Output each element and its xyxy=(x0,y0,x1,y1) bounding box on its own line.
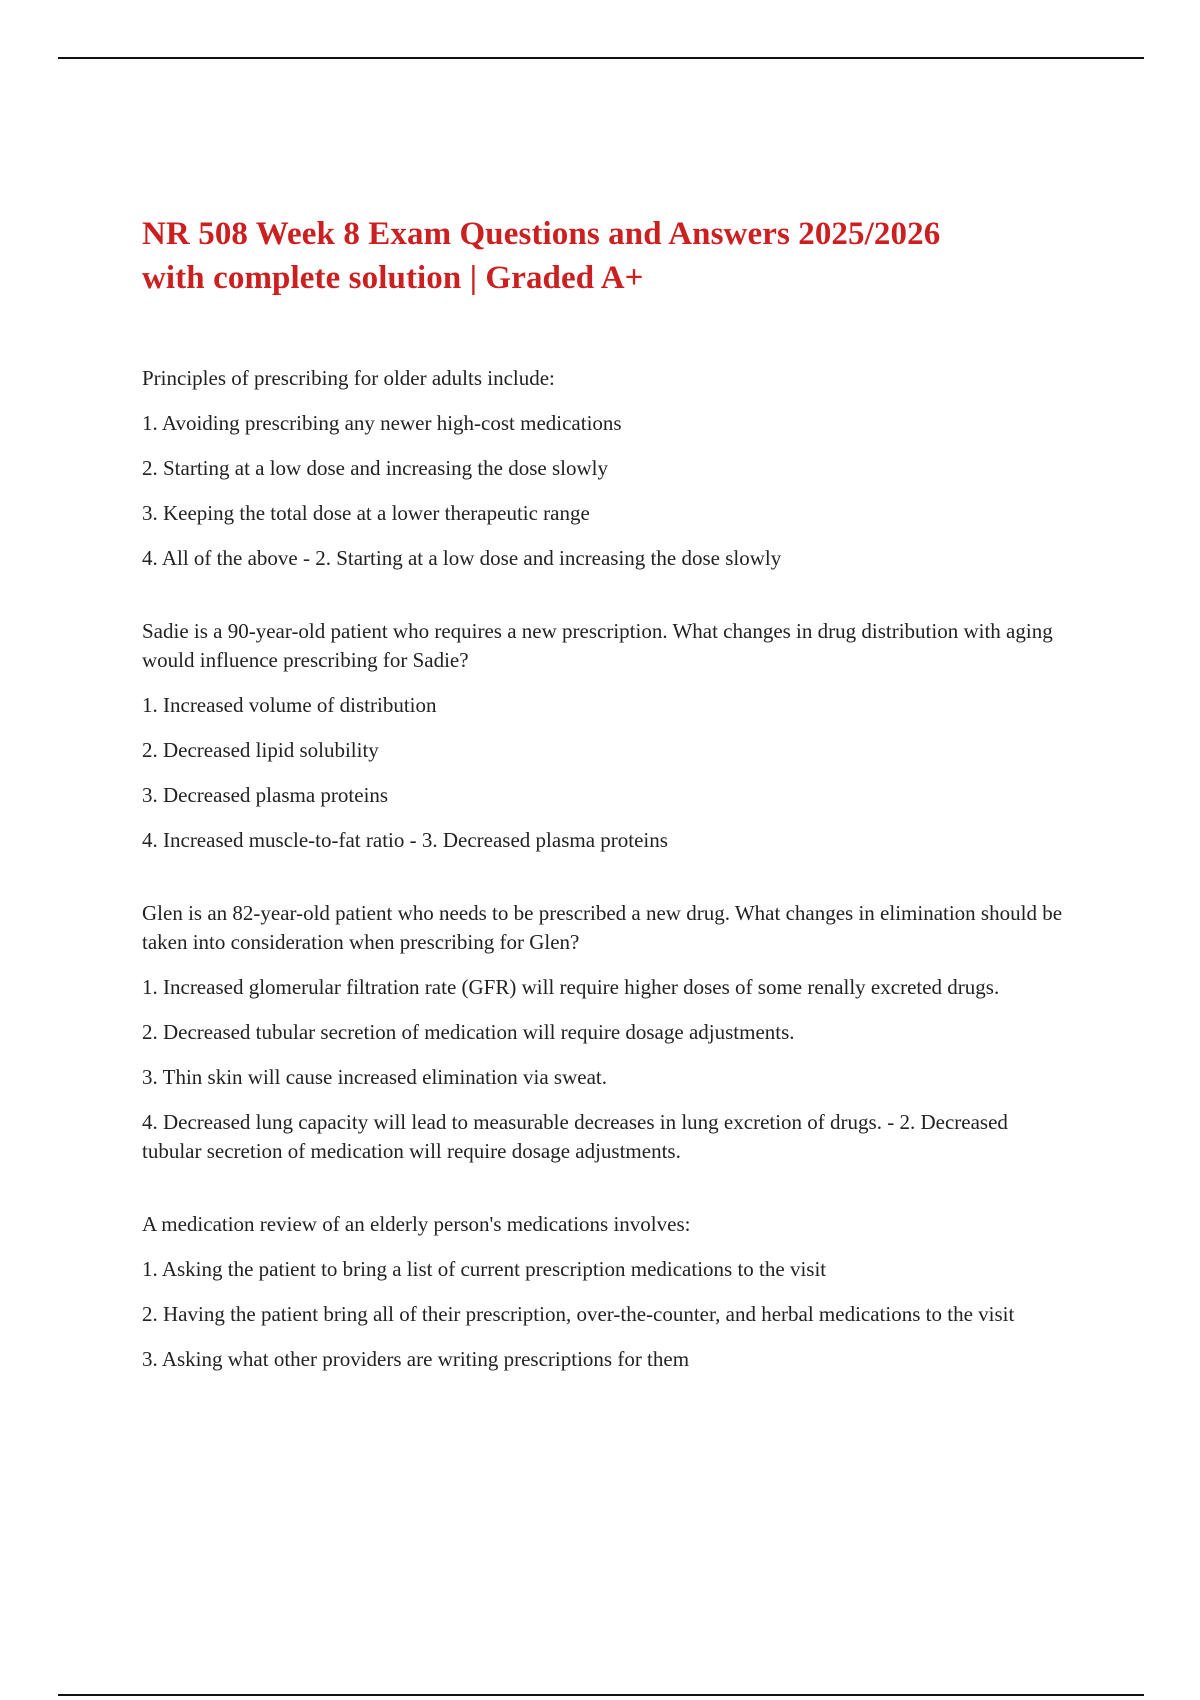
top-rule xyxy=(58,57,1144,59)
document-body xyxy=(142,212,1072,1418)
question-block-1 xyxy=(142,364,1072,573)
answer-option: 3. Asking what other providers are writing prescriptions for them xyxy=(142,1347,690,1371)
answer-option: 3. Keeping the total dose at a lower therapeutic range xyxy=(142,501,590,525)
question-text: Glen is an 82-year-old patient who needs to be prescribed a new drug. What changes in elimination should be taken into consideration when prescribing for Glen? xyxy=(142,901,1063,954)
answer-option: 2. Having the patient bring all of their prescription, over-the-counter, and herbal medications to the visit xyxy=(142,1302,1015,1326)
answer-option: 3. Thin skin will cause increased elimination via sweat. xyxy=(142,1065,607,1089)
answer-option: 3. Decreased plasma proteins xyxy=(142,783,389,807)
answer-option: 4. Increased muscle-to-fat ratio - 3. Decreased plasma proteins xyxy=(142,828,668,852)
answer-option: 2. Decreased tubular secretion of medication will require dosage adjustments. xyxy=(142,1020,795,1044)
document-title xyxy=(142,212,1072,300)
question-block-2 xyxy=(142,617,1072,855)
question-text: Principles of prescribing for older adults include: xyxy=(142,366,555,390)
answer-option: 4. All of the above - 2. Starting at a low dose and increasing the dose slowly xyxy=(142,546,782,570)
answer-option: 4. Decreased lung capacity will lead to measurable decreases in lung excretion of drugs. - 2. Decreased tubular secretion of medication will require dosage adjustments. xyxy=(142,1110,1008,1163)
bottom-rule xyxy=(58,1694,1144,1696)
answer-option: 2. Decreased lipid solubility xyxy=(142,738,379,762)
answer-option: 1. Asking the patient to bring a list of current prescription medications to the visit xyxy=(142,1257,827,1281)
answer-option: 2. Starting at a low dose and increasing the dose slowly xyxy=(142,456,608,480)
answer-option: 1. Increased glomerular filtration rate (GFR) will require higher doses of some renally excreted drugs. xyxy=(142,975,1000,999)
question-text: Sadie is a 90-year-old patient who requires a new prescription. What changes in drug distribution with aging would influence prescribing for Sadie? xyxy=(142,619,1053,672)
answer-option: 1. Increased volume of distribution xyxy=(142,693,437,717)
title-line-1: NR 508 Week 8 Exam Questions and Answers 2025/2026 xyxy=(142,216,941,252)
question-block-3 xyxy=(142,899,1072,1166)
question-text: A medication review of an elderly person's medications involves: xyxy=(142,1212,691,1236)
answer-option: 1. Avoiding prescribing any newer high-cost medications xyxy=(142,411,622,435)
title-line-2: with complete solution | Graded A+ xyxy=(142,260,644,296)
question-block-4 xyxy=(142,1210,1072,1374)
